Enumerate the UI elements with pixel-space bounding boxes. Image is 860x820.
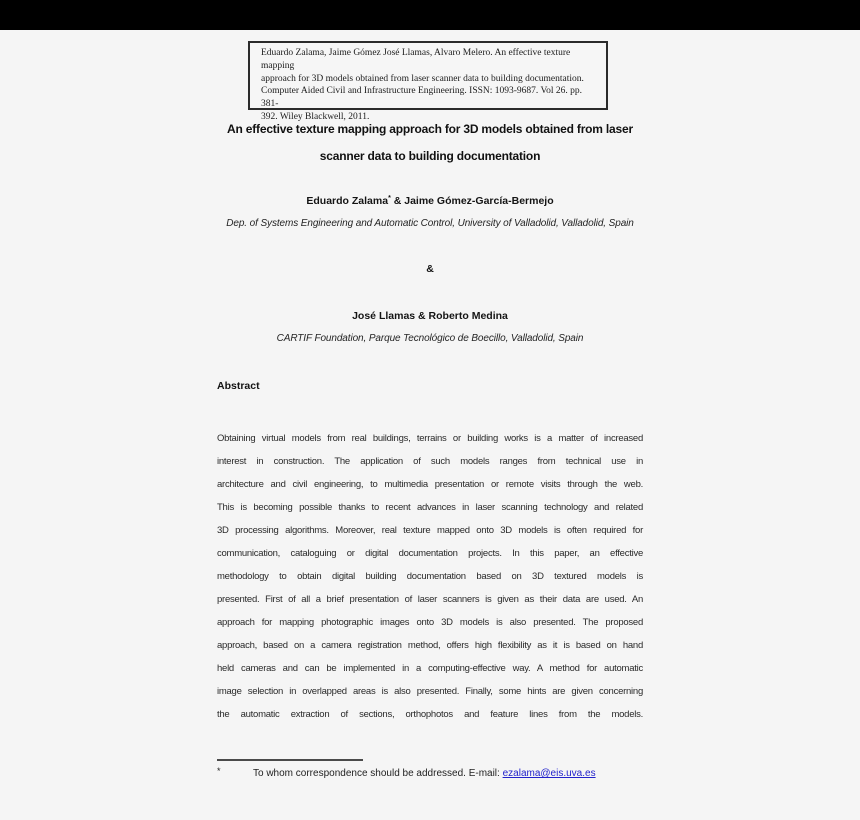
abstract-line: Obtaining virtual models from real buildings, terrains or building works is a matter of increased [217, 433, 643, 444]
primary-authors [187, 195, 673, 207]
footnote-marker-superscript: * [388, 195, 391, 202]
paper-title [187, 116, 673, 170]
abstract-line: 3D processing algorithms. Moreover, real texture mapped onto 3D models is often required for [217, 525, 643, 536]
paper-title-line-2: scanner data to building documentation [319, 149, 541, 163]
abstract-line: architecture and civil engineering, to multimedia presentation or remote visits through the web. [217, 479, 643, 490]
citation-box [248, 41, 608, 122]
abstract-line: held cameras and can be implemented in a computing-effective way. A method for automatic [217, 663, 643, 674]
abstract-body [217, 416, 643, 726]
footnote [217, 766, 657, 781]
abstract-line: interest in construction. The application of such models ranges from technical use in [217, 456, 643, 467]
abstract-line: communication, cataloguing or digital documentation projects. In this paper, an effective [217, 548, 643, 559]
abstract-line: the automatic extraction of sections, orthophotos and feature lines from the models. [217, 709, 643, 720]
secondary-authors: José Llamas & Roberto Medina [352, 310, 508, 322]
email-link[interactable]: ezalama@eis.uva.es [502, 768, 596, 779]
footnote-text: To whom correspondence should be addressed. E-mail: [253, 768, 503, 779]
citation-line: approach for 3D models obtained from laser scanner data to building documentation. [261, 73, 584, 84]
abstract-line: image selection in overlapped areas is also presented. Finally, some hints are given concerning [217, 686, 643, 697]
abstract-heading: Abstract [217, 380, 260, 392]
abstract-line: approach, based on a camera registration method, offers high flexibility as it is based on hand [217, 640, 643, 651]
abstract-line: This is becoming possible thanks to recent advances in laser scanning technology and related [217, 502, 643, 513]
secondary-affiliation: CARTIF Foundation, Parque Tecnológico de Boecillo, Valladolid, Spain [276, 333, 584, 344]
footnote-separator [217, 759, 363, 761]
footnote-marker: * [217, 766, 221, 776]
abstract-line: presented. First of all a brief presentation of laser scanners is given as their data are used. An [217, 594, 643, 605]
top-transparency-bar [0, 0, 860, 30]
citation-line: Eduardo Zalama, Jaime Gómez José Llamas, Alvaro Melero. An effective texture mapping [261, 48, 571, 71]
abstract-line: approach for mapping photographic images onto 3D models is also presented. The proposed [217, 617, 643, 628]
abstract-line: methodology to obtain digital building documentation based on 3D textured models is [217, 571, 643, 582]
primary-affiliation: Dep. of Systems Engineering and Automatic Control, University of Valladolid, Valladolid, Spain [226, 218, 634, 229]
author-rest: & Jaime Gómez-García-Bermejo [390, 195, 554, 207]
authors-separator: & [426, 263, 434, 275]
paper-title-line-1: An effective texture mapping approach for 3D models obtained from laser [227, 122, 633, 136]
author-name: Eduardo Zalama [306, 195, 389, 207]
citation-line: 392. Wiley Blackwell, 2011. [261, 111, 370, 122]
citation-line: Computer Aided Civil and Infrastructure Engineering. ISSN: 1093-9687. Vol 26. pp. 381- [261, 86, 583, 110]
